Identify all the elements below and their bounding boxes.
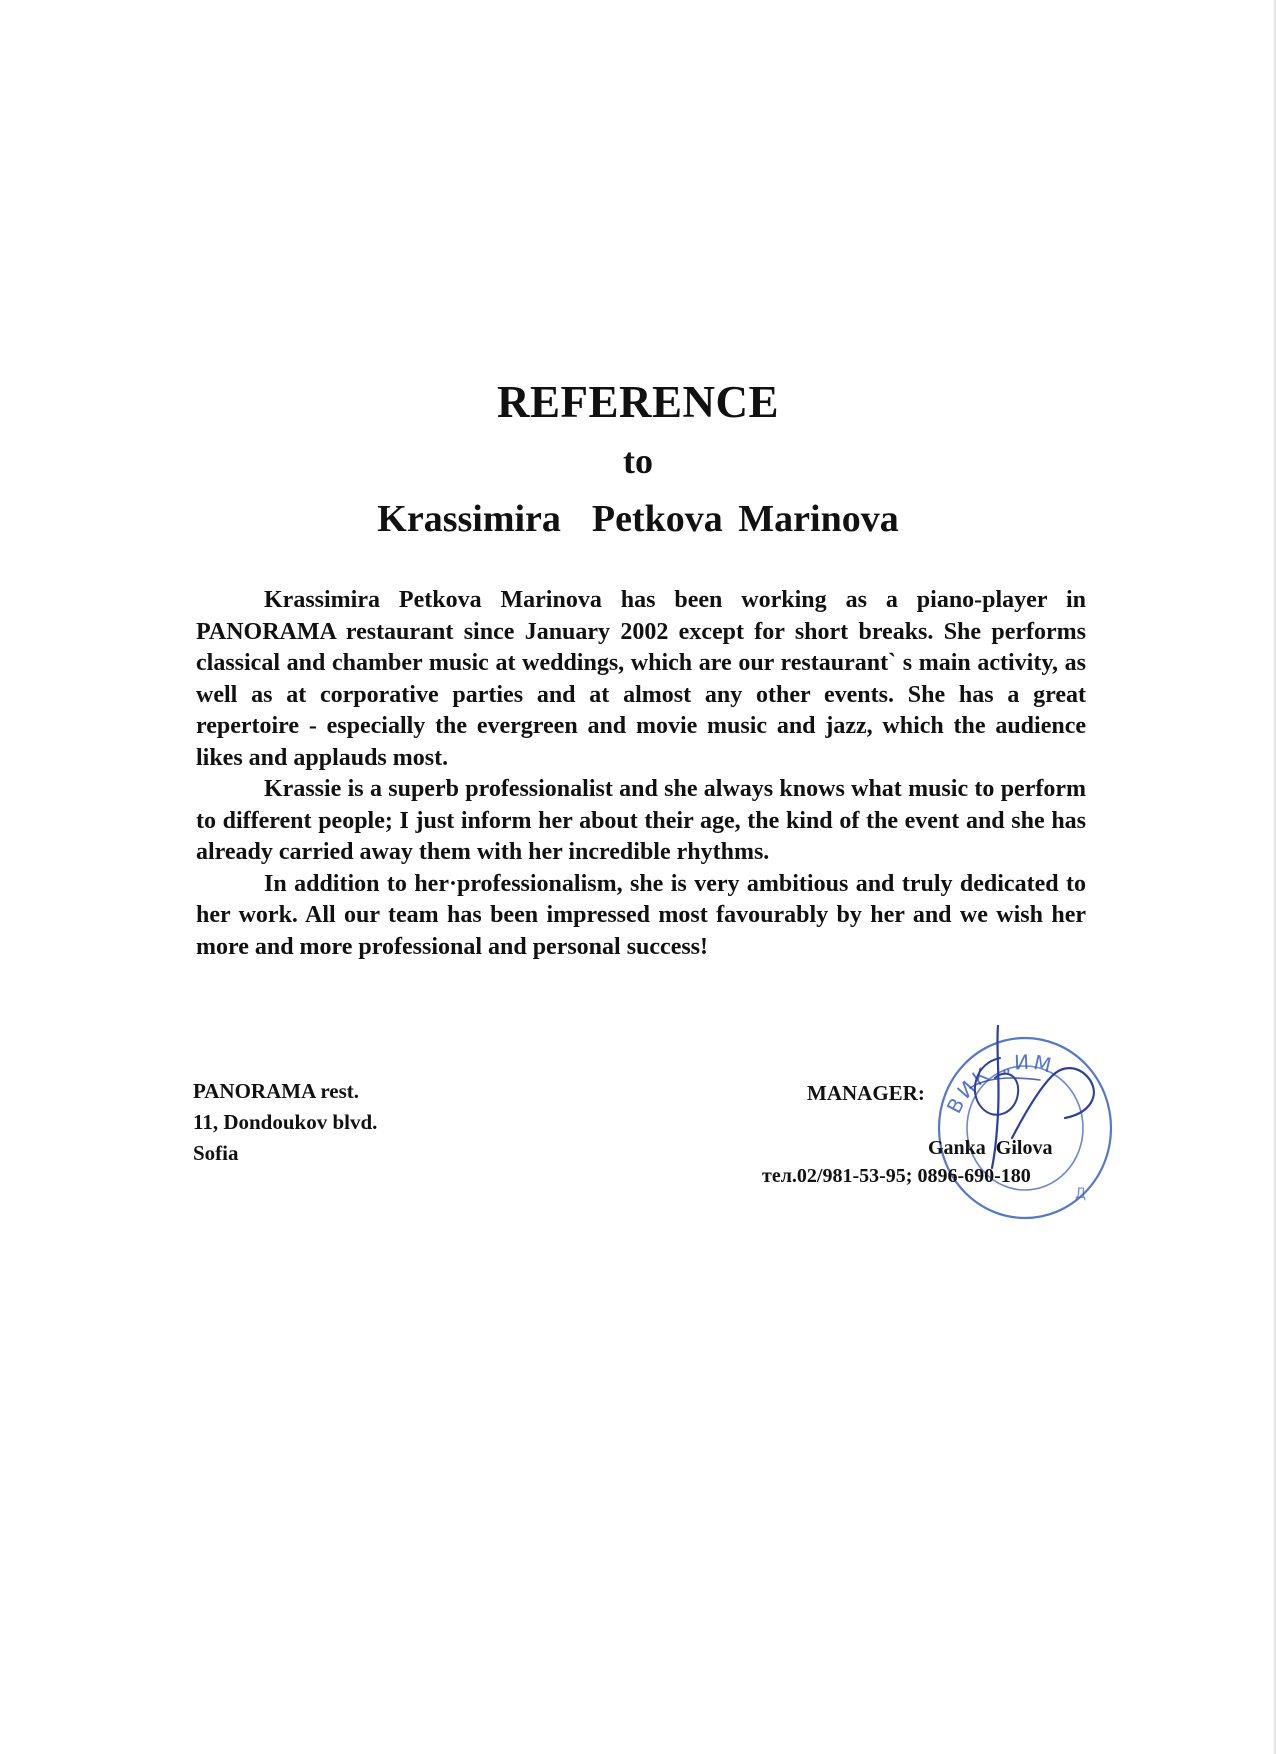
address-block xyxy=(193,1076,377,1169)
body-text xyxy=(196,585,1086,963)
paragraph-3: In addition to her·professionalism, she is very ambitious and truly dedicated to her work. All our team has been impressed most favourably by her and we wish her more and more professional and personal success! xyxy=(196,870,1086,960)
address-line-2: 11, Dondoukov blvd. xyxy=(193,1110,378,1134)
document-title: REFERENCE xyxy=(496,377,780,427)
manager-phone: тел.02/981-53-95; 0896-690-180 xyxy=(762,1165,1031,1187)
address-line-1: PANORAMA rest. xyxy=(193,1079,360,1103)
svg-text:ВИК „ИМ: ВИК „ИМ xyxy=(941,1049,1057,1118)
manager-label: MANAGER: xyxy=(807,1081,925,1105)
paragraph-2: Krassie is a superb professionalist and she always knows what music to perform to different people; I just inform her about their age, the kind of the event and she has already carried away them with her incredible rhythms. xyxy=(196,776,1086,865)
document-title-to: to xyxy=(623,441,653,481)
title-block xyxy=(0,372,1276,548)
subject-name: Krassimira Petkova Marinova xyxy=(377,498,899,540)
paragraph-1: Krassimira Petkova Marinova has been working as a piano-player in PANORAMA restaurant since January 2002 except for short breaks. She performs classical and chamber music at weddings, which are our restaurant` s main activity, as well as at corporative parties and at almost any other events. She has a great repertoire - especially the evergreen and movie music and jazz, which the audience likes and applauds most. xyxy=(196,587,1086,771)
address-line-3: Sofia xyxy=(193,1141,239,1165)
manager-name: Ganka Gilova xyxy=(928,1137,1053,1159)
svg-text:Д: Д xyxy=(1075,1186,1086,1202)
